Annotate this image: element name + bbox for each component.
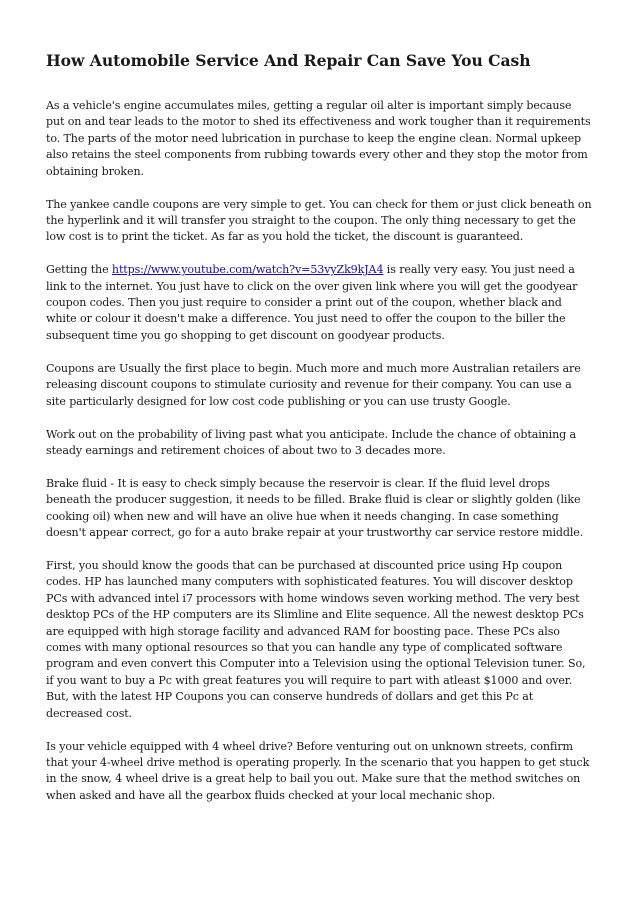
paragraph-goodyear	[46, 262, 592, 344]
article-title: How Automobile Service And Repair Can Save You Cash	[46, 51, 531, 70]
youtube-link[interactable]: https://www.youtube.com/watch?v=53vyZk9kJA4	[111, 263, 384, 277]
paragraph-4-wheel-drive: Is your vehicle equipped with 4 wheel drive? Before venturing out on unknown streets, confirm that your 4-wheel drive method is operating properly. In the scenario that you happen to get stuck in the snow, 4 wheel drive is a great help to bail you out. Make sure that the method switches on when asked and have all the gearbox fluids checked at your local mechanic shop.	[46, 739, 590, 802]
paragraph-brake-fluid: Brake fluid - It is easy to check simply because the reservoir is clear. If the fluid level drops beneath the producer suggestion, it needs to be filled. Brake fluid is clear or slightly golden (like cooking oil) when new and will have an olive hue when it needs changing. In case something doesn't appear correct, go for a auto brake repair at your trustworthy car service restore middle.	[46, 476, 584, 540]
paragraph-retirement: Work out on the probability of living past what you anticipate. Include the chance of obtaining a steady earnings and retirement choices of about two to 3 decades more.	[46, 427, 576, 457]
paragraph-goodyear-after: is really very easy. You just need a link to the internet. You just have to click on the over given link where you will get the goodyear coupon codes. Then you just require to consider a print out of the coupon, whether black and white or colour it doesn't make a difference. You just need to offer the coupon to the biller the subsequent time you go shopping to get discount on goodyear products.	[46, 263, 578, 342]
paragraph-hp-coupons: First, you should know the goods that can be purchased at discounted price using Hp coupon codes. HP has launched many computers with sophisticated features. You will discover desktop PCs with advanced intel i7 processors with home windows seven working method. The very best desktop PCs of the HP computers are its Slimline and Elite sequence. All the newest desktop PCs are equipped with high storage facility and advanced RAM for boosting pace. These PCs also comes with many optional resources so that you can handle any type of complicated software program and even convert this Computer into a Television using the optional Television tuner. So, if you want to buy a Pc with great features you will require to part with atleast $1000 and over. But, with the latest HP Coupons you can conserve hundreds of dollars and get this Pc at decreased cost.	[46, 558, 586, 720]
paragraph-coupons: Coupons are Usually the first place to begin. Much more and much more Australian retailers are releasing discount coupons to stimulate curiosity and revenue for their company. You can use a site particularly designed for low cost code publishing or you can use trusty Google.	[46, 361, 581, 408]
paragraph-yankee-candle: The yankee candle coupons are very simple to get. You can check for them or just click beneath on the hyperlink and it will transfer you straight to the coupon. The only thing necessary to get the low cost is to print the ticket. As far as you hold the ticket, the discount is guaranteed.	[46, 197, 592, 244]
paragraph-oil-change: As a vehicle's engine accumulates miles, getting a regular oil alter is important simply because put on and tear leads to the motor to shed its effectiveness and work tougher than it requirements to. The parts of the motor need lubrication in purchase to keep the engine clean. Normal upkeep also retains the steel components from rubbing towards every other and they stop the motor from obtaining broken.	[46, 99, 591, 178]
paragraph-goodyear-before: Getting the	[46, 263, 112, 277]
